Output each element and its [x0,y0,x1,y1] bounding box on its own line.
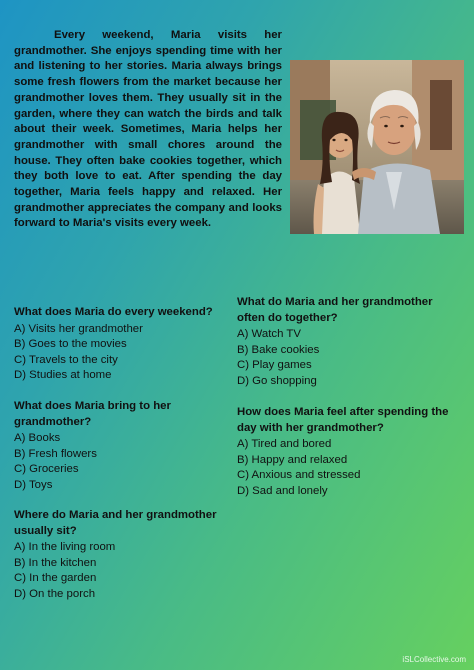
question-2 [14,399,234,493]
option-a: A) Visits her grandmother [14,322,143,335]
option-d: D) Studies at home [14,369,112,381]
option-a: A) Books [14,432,61,444]
question-5 [237,405,462,499]
option-c: C) Travels to the city [14,353,118,366]
story-photo [290,60,464,234]
option-b: B) In the kitchen [14,556,97,569]
question-stem: How does Maria feel after spending the day with her grandmother? [237,406,449,434]
question-3 [14,508,234,602]
answer-options [14,431,234,493]
answer-options [14,540,234,602]
option-b: B) Goes to the movies [14,338,127,350]
answer-options [237,327,462,389]
question-stem: What do Maria and her grandmother often do together? [237,296,433,324]
option-c: C) In the garden [14,572,97,584]
option-b: B) Fresh flowers [14,447,97,460]
question-stem: Where do Maria and her grandmother usually sit? [14,509,217,537]
option-c: C) Groceries [14,463,79,475]
question-1 [14,305,234,384]
question-4 [237,295,462,389]
question-stem: What does Maria bring to her grandmother? [14,400,171,428]
option-c: C) Play games [237,359,312,371]
option-a: A) Tired and bored [237,438,332,450]
option-b: B) Happy and relaxed [237,453,348,466]
option-d: D) Toys [14,478,53,491]
option-b: B) Bake cookies [237,343,320,356]
option-c: C) Anxious and stressed [237,469,361,481]
option-d: D) Go shopping [237,374,317,387]
option-d: D) On the porch [14,587,96,600]
question-stem: What does Maria do every weekend? [14,306,213,318]
reading-passage: Every weekend, Maria visits her grandmother. She enjoys spending time with her and listening to her stories. Maria always brings some fresh flowers from the market because her grandmother loves them. They usually sit in the garden, where they can watch the birds and talk about their week. Sometimes, Maria helps her grandmother with small chores around the house. They often bake cookies together, which they both love to eat. After spending the day together, Maria feels happy and relaxed. Her grandmother appreciates the company and looks forward to Maria's visits every week. [14,29,282,230]
option-a: A) In the living room [14,541,116,553]
option-d: D) Sad and lonely [237,484,328,497]
photo-girl-and-grandmother-icon [290,60,464,234]
answer-options [237,437,462,499]
option-a: A) Watch TV [237,328,301,340]
answer-options [14,322,234,384]
site-watermark: iSLCollective.com [402,655,466,664]
